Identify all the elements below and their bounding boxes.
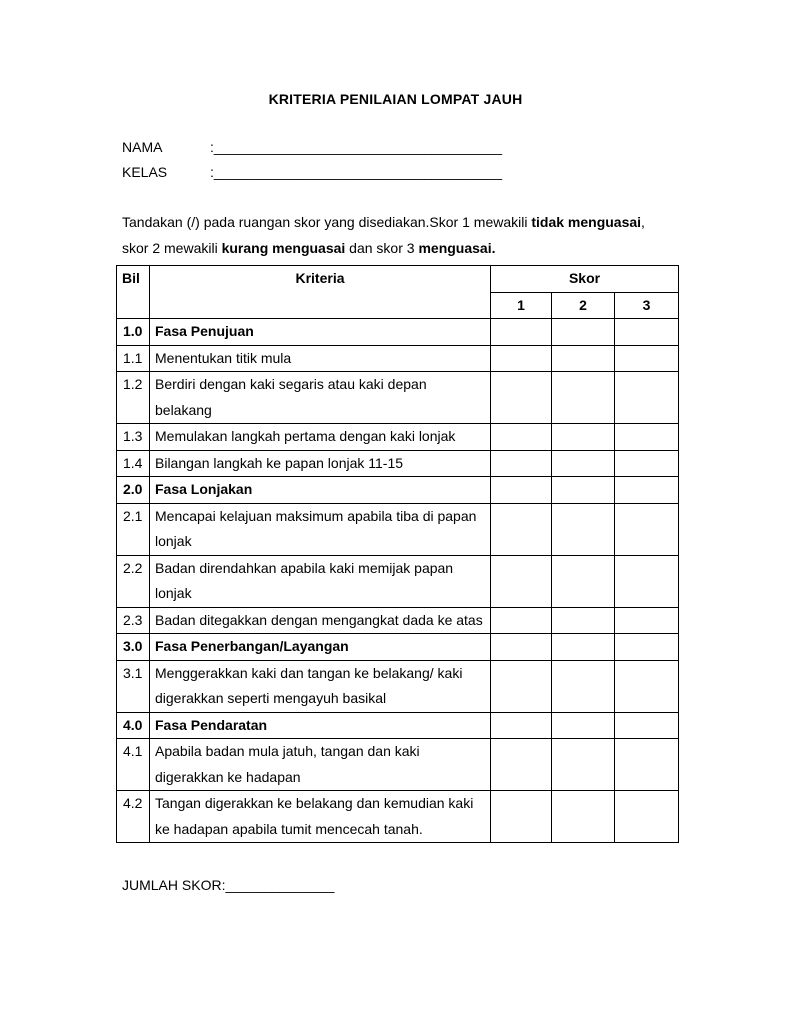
nama-label: NAMA <box>122 139 163 155</box>
document-title: KRITERIA PENILAIAN LOMPAT JAUH <box>268 91 523 107</box>
table-row <box>117 607 679 634</box>
kelas-label: KELAS <box>122 164 168 180</box>
skor-2-cell[interactable] <box>552 555 615 607</box>
header-skor-1: 1 <box>491 292 552 319</box>
instructions-line-1 <box>122 209 682 235</box>
skor-1-cell[interactable] <box>491 319 552 346</box>
skor-2-cell[interactable] <box>552 477 615 504</box>
row-bil: 1.2 <box>117 372 150 424</box>
table-row <box>117 424 679 451</box>
skor-1-cell[interactable] <box>491 450 552 477</box>
skor-1-cell[interactable] <box>491 660 552 712</box>
nama-field <box>122 139 502 155</box>
skor-2-cell[interactable] <box>552 424 615 451</box>
skor-3-cell[interactable] <box>615 345 679 372</box>
table-row <box>117 660 679 712</box>
instr-bold: menguasai. <box>418 240 496 256</box>
row-bil: 2.2 <box>117 555 150 607</box>
skor-3-cell[interactable] <box>615 791 679 843</box>
instructions <box>122 209 682 261</box>
row-bil: 3.0 <box>117 634 150 661</box>
table-row <box>117 345 679 372</box>
table-row <box>117 450 679 477</box>
skor-2-cell[interactable] <box>552 739 615 791</box>
skor-1-cell[interactable] <box>491 372 552 424</box>
nama-line: :_____________________________________ <box>210 139 502 155</box>
row-kriteria: Apabila badan mula jatuh, tangan dan kaki digerakkan ke hadapan <box>150 739 491 791</box>
row-bil: 4.0 <box>117 712 150 739</box>
row-bil: 4.1 <box>117 739 150 791</box>
skor-2-cell[interactable] <box>552 634 615 661</box>
header-skor-2: 2 <box>552 292 615 319</box>
skor-3-cell[interactable] <box>615 319 679 346</box>
row-kriteria: Memulakan langkah pertama dengan kaki lonjak <box>150 424 491 451</box>
skor-3-cell[interactable] <box>615 607 679 634</box>
row-kriteria: Bilangan langkah ke papan lonjak 11-15 <box>150 450 491 477</box>
row-bil: 1.4 <box>117 450 150 477</box>
table-row <box>117 791 679 843</box>
header-skor-3: 3 <box>615 292 679 319</box>
kelas-field <box>122 164 502 180</box>
skor-1-cell[interactable] <box>491 424 552 451</box>
kelas-line: :_____________________________________ <box>210 164 502 180</box>
section-row <box>117 634 679 661</box>
row-bil: 2.0 <box>117 477 150 504</box>
instr-text: , <box>641 214 645 230</box>
section-row <box>117 712 679 739</box>
instr-text: dan skor 3 <box>345 240 419 256</box>
table-row <box>117 739 679 791</box>
row-bil: 1.0 <box>117 319 150 346</box>
skor-1-cell[interactable] <box>491 739 552 791</box>
skor-3-cell[interactable] <box>615 555 679 607</box>
skor-1-cell[interactable] <box>491 634 552 661</box>
skor-3-cell[interactable] <box>615 477 679 504</box>
header-bil: Bil <box>117 266 150 319</box>
skor-3-cell[interactable] <box>615 712 679 739</box>
row-kriteria: Badan ditegakkan dengan mengangkat dada ke atas <box>150 607 491 634</box>
skor-1-cell[interactable] <box>491 477 552 504</box>
row-kriteria: Menggerakkan kaki dan tangan ke belakang/ kaki digerakkan seperti mengayuh basikal <box>150 660 491 712</box>
row-kriteria: Fasa Penujuan <box>150 319 491 346</box>
header-skor: Skor <box>491 266 679 293</box>
jumlah-skor: JUMLAH SKOR:______________ <box>122 877 335 893</box>
instr-bold: tidak menguasai <box>531 214 642 230</box>
row-kriteria: Berdiri dengan kaki segaris atau kaki depan belakang <box>150 372 491 424</box>
table-row <box>117 555 679 607</box>
row-kriteria: Mencapai kelajuan maksimum apabila tiba di papan lonjak <box>150 503 491 555</box>
skor-2-cell[interactable] <box>552 450 615 477</box>
skor-2-cell[interactable] <box>552 791 615 843</box>
row-bil: 3.1 <box>117 660 150 712</box>
skor-2-cell[interactable] <box>552 712 615 739</box>
instr-bold: kurang menguasai <box>221 240 346 256</box>
skor-2-cell[interactable] <box>552 372 615 424</box>
skor-1-cell[interactable] <box>491 345 552 372</box>
skor-1-cell[interactable] <box>491 712 552 739</box>
row-kriteria: Fasa Pendaratan <box>150 712 491 739</box>
table-row <box>117 372 679 424</box>
skor-3-cell[interactable] <box>615 503 679 555</box>
row-bil: 2.1 <box>117 503 150 555</box>
row-bil: 4.2 <box>117 791 150 843</box>
skor-1-cell[interactable] <box>491 791 552 843</box>
skor-2-cell[interactable] <box>552 660 615 712</box>
instr-text: skor 2 mewakili <box>122 240 222 256</box>
header-kriteria: Kriteria <box>150 266 491 319</box>
table-row <box>117 503 679 555</box>
instructions-line-2 <box>122 235 682 261</box>
instr-text: Tandakan (/) pada ruangan skor yang disediakan.Skor 1 mewakili <box>122 214 532 230</box>
skor-3-cell[interactable] <box>615 739 679 791</box>
criteria-table <box>116 265 679 843</box>
skor-2-cell[interactable] <box>552 503 615 555</box>
skor-1-cell[interactable] <box>491 555 552 607</box>
skor-1-cell[interactable] <box>491 503 552 555</box>
row-kriteria: Fasa Lonjakan <box>150 477 491 504</box>
section-row <box>117 477 679 504</box>
skor-3-cell[interactable] <box>615 450 679 477</box>
row-kriteria: Tangan digerakkan ke belakang dan kemudian kaki ke hadapan apabila tumit mencecah tanah. <box>150 791 491 843</box>
row-kriteria: Menentukan titik mula <box>150 345 491 372</box>
row-kriteria: Badan direndahkan apabila kaki memijak papan lonjak <box>150 555 491 607</box>
skor-1-cell[interactable] <box>491 607 552 634</box>
skor-2-cell[interactable] <box>552 319 615 346</box>
row-bil: 2.3 <box>117 607 150 634</box>
skor-2-cell[interactable] <box>552 345 615 372</box>
row-bil: 1.1 <box>117 345 150 372</box>
skor-3-cell[interactable] <box>615 372 679 424</box>
skor-2-cell[interactable] <box>552 607 615 634</box>
skor-3-cell[interactable] <box>615 424 679 451</box>
section-row <box>117 319 679 346</box>
row-kriteria: Fasa Penerbangan/Layangan <box>150 634 491 661</box>
row-bil: 1.3 <box>117 424 150 451</box>
skor-3-cell[interactable] <box>615 660 679 712</box>
skor-3-cell[interactable] <box>615 634 679 661</box>
